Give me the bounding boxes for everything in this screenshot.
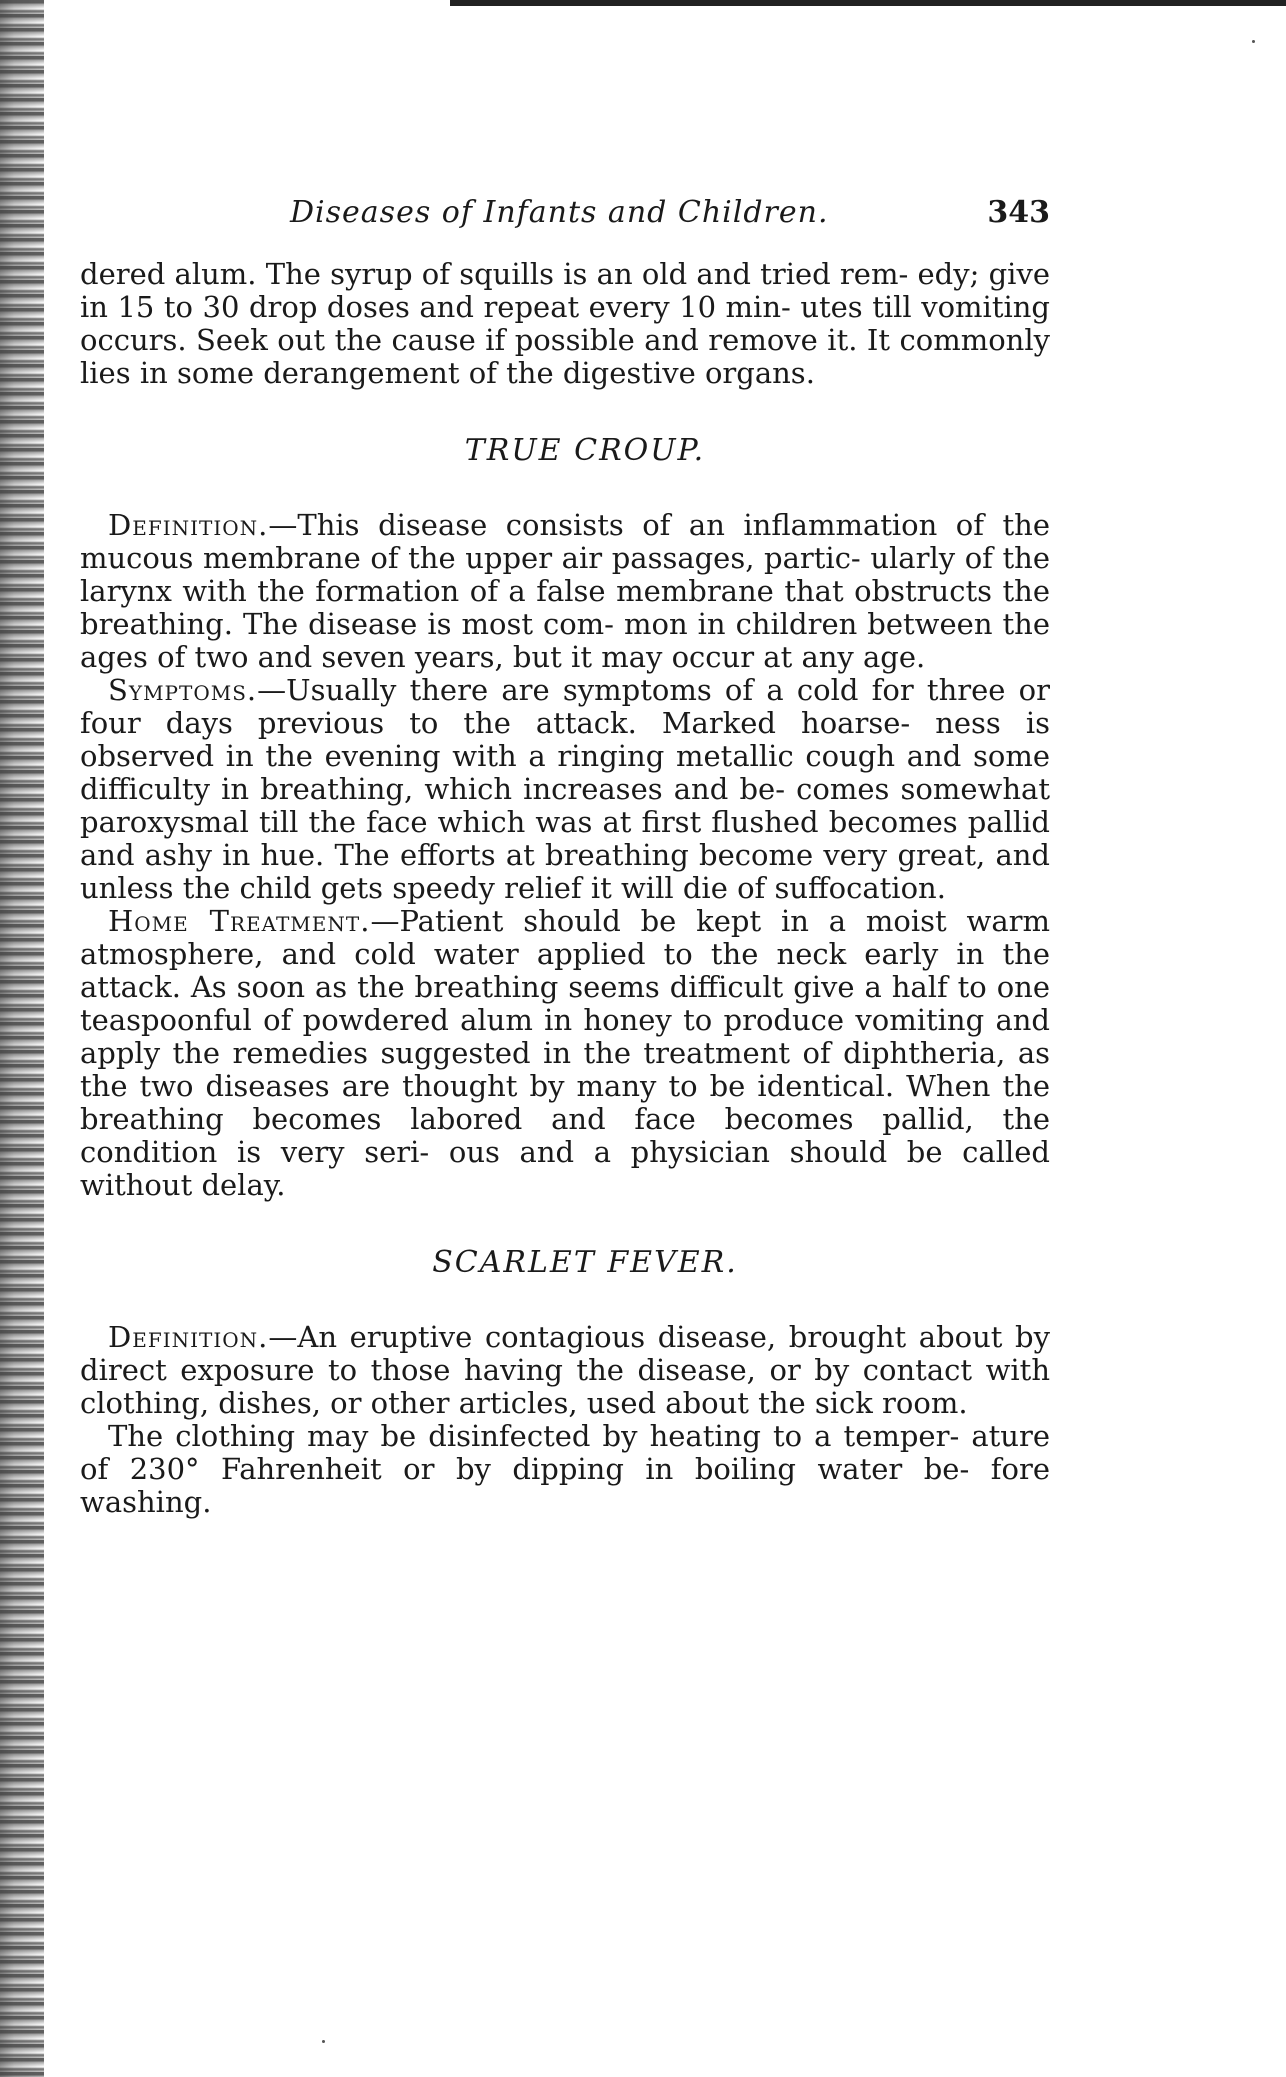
- running-head-title: Diseases of Infants and Children.: [290, 195, 829, 230]
- paper-speck: [322, 2040, 325, 2043]
- definition-paragraph: [80, 509, 1050, 674]
- paragraph-text: —Usually there are symptoms of a cold for three or four days previous to the attack. Marked hoarse- ness is observed in the evening with a ringing metallic cough and some difficulty in breathing, which increases and be- comes somewhat paroxysmal till the face which was at first flushed becomes pallid and ashy in hue. The efforts at breathing become very great, and unless the child gets speedy relief it will die of suffocation.: [80, 673, 1050, 905]
- page-number: 343: [987, 195, 1050, 230]
- top-edge-line: [450, 0, 1286, 6]
- intro-paragraph: dered alum. The syrup of squills is an old and tried rem- edy; give in 15 to 30 drop doses and repeat every 10 min- utes till vomiting occurs. Seek out the cause if possible and remove it. It commonly lies in some derangement of the digestive organs.: [80, 257, 1050, 390]
- page-binding-edge: [0, 0, 44, 2077]
- paragraph-lead: Definition.: [108, 508, 269, 542]
- section-scarlet-fever: [80, 1246, 1050, 1519]
- definition-paragraph: [80, 1321, 1050, 1420]
- paragraph-text: The clothing may be disinfected by heating to a temper- ature of 230° Fahrenheit or by dipping in boiling water be- fore washing.: [80, 1419, 1050, 1519]
- running-head: [80, 190, 1050, 240]
- section-true-croup: [80, 434, 1050, 1202]
- disinfection-paragraph: [80, 1420, 1050, 1519]
- paragraph-lead: Definition.: [108, 1320, 269, 1354]
- paragraph-text: —An eruptive contagious disease, brought about by direct exposure to those having the disease, or by contact with clothing, dishes, or other articles, used about the sick room.: [80, 1320, 1050, 1420]
- section-title: TRUE CROUP.: [464, 433, 706, 468]
- paragraph-lead: Symptoms.: [108, 673, 258, 707]
- paper-speck: [1252, 40, 1255, 43]
- paragraph-text: —Patient should be kept in a moist warm atmosphere, and cold water applied to the neck early in the attack. As soon as the breathing seems difficult give a half to one teaspoonful of powdered alum in honey to produce vomiting and apply the remedies suggested in the treatment of diphtheria, as the two diseases are thought by many to be identical. When the breathing becomes labored and face becomes pallid, the condition is very seri- ous and a physician should be called without delay.: [80, 904, 1051, 1202]
- home-treatment-paragraph: [80, 905, 1050, 1202]
- symptoms-paragraph: [80, 674, 1050, 905]
- paragraph-lead: Home Treatment.: [108, 904, 371, 938]
- paragraph-text: —This disease consists of an inflammation of the mucous membrane of the upper air passages, partic- ularly of the larynx with the formation of a false membrane that obstructs the breathing. The disease is most com- mon in children between the ages of two and seven years, but it may occur at any age.: [80, 508, 1050, 674]
- book-page: [80, 190, 1050, 1519]
- section-title: SCARLET FEVER.: [432, 1245, 738, 1280]
